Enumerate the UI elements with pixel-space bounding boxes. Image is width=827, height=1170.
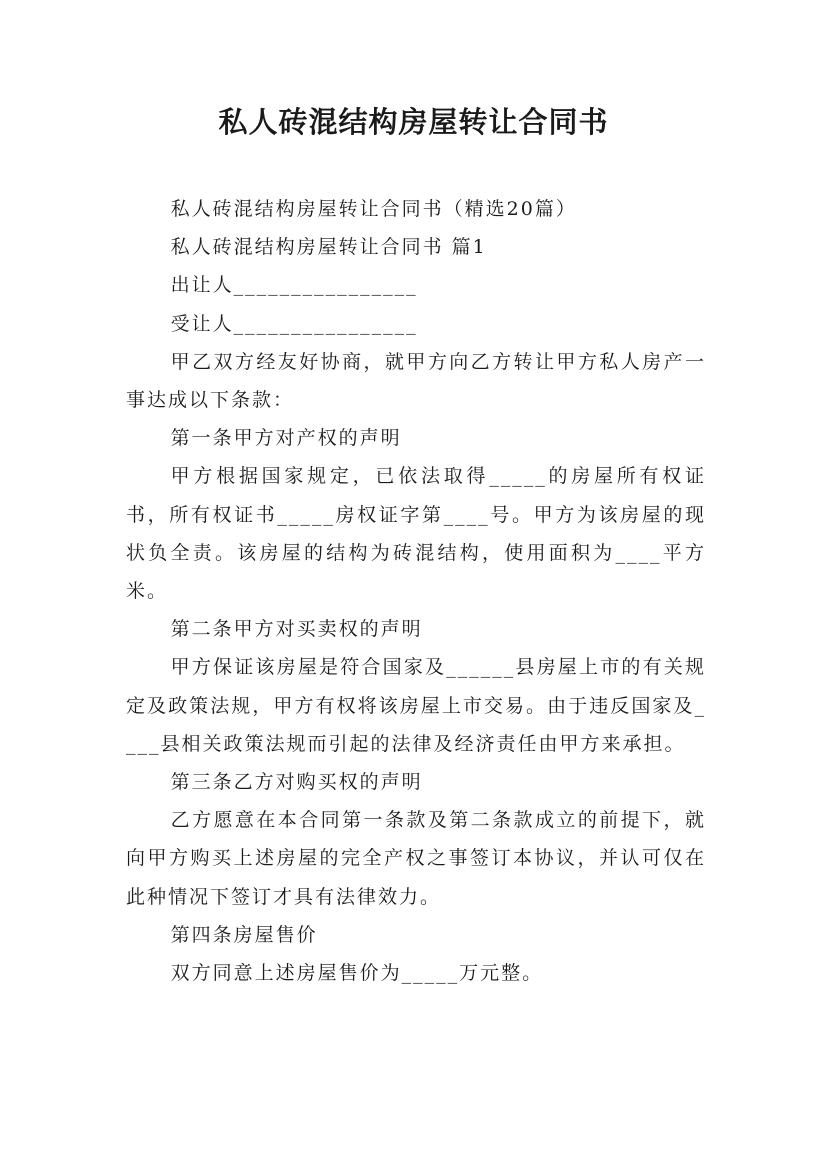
article-3-heading: 第三条乙方对购买权的声明 (170, 771, 423, 794)
document-title: 私人砖混结构房屋转让合同书 (218, 105, 609, 139)
intro-paragraph: 甲乙双方经友好协商，就甲方向乙方转让甲方私人房产一事达成以下条款： (126, 350, 706, 412)
document-subtitle: 私人砖混结构房屋转让合同书（精选20篇） (170, 198, 577, 220)
section-heading-part-1: 私人砖混结构房屋转让合同书 篇1 (170, 236, 487, 259)
article-4-heading: 第四条房屋售价 (170, 923, 318, 946)
article-1-heading: 第一条甲方对产权的声明 (170, 427, 402, 450)
article-3-paragraph: 乙方愿意在本合同第一条款及第二条款成立的前提下，就向甲方购买上述房屋的完全产权之事签订本协议，并认可仅在此种情况下签订才具有法律效力。 (126, 809, 706, 908)
transferor-line: 出让人________________ (170, 274, 418, 297)
article-2-heading: 第二条甲方对买卖权的声明 (170, 618, 423, 641)
transferee-line: 受让人________________ (170, 312, 418, 335)
document-body (126, 190, 706, 992)
article-1-paragraph: 甲方根据国家规定，已依法取得_____的房屋所有权证书，所有权证书_____房权证字第____号。甲方为该房屋的现状负全责。该房屋的结构为砖混结构，使用面积为____平方米。 (126, 465, 706, 603)
article-2-paragraph: 甲方保证该房屋是符合国家及______县房屋上市的有关规定及政策法规，甲方有权将该房屋上市交易。由于违反国家及____县相关政策法规而引起的法律及经济责任由甲方来承担。 (126, 656, 706, 755)
article-4-paragraph: 双方同意上述房屋售价为_____万元整。 (170, 962, 544, 985)
